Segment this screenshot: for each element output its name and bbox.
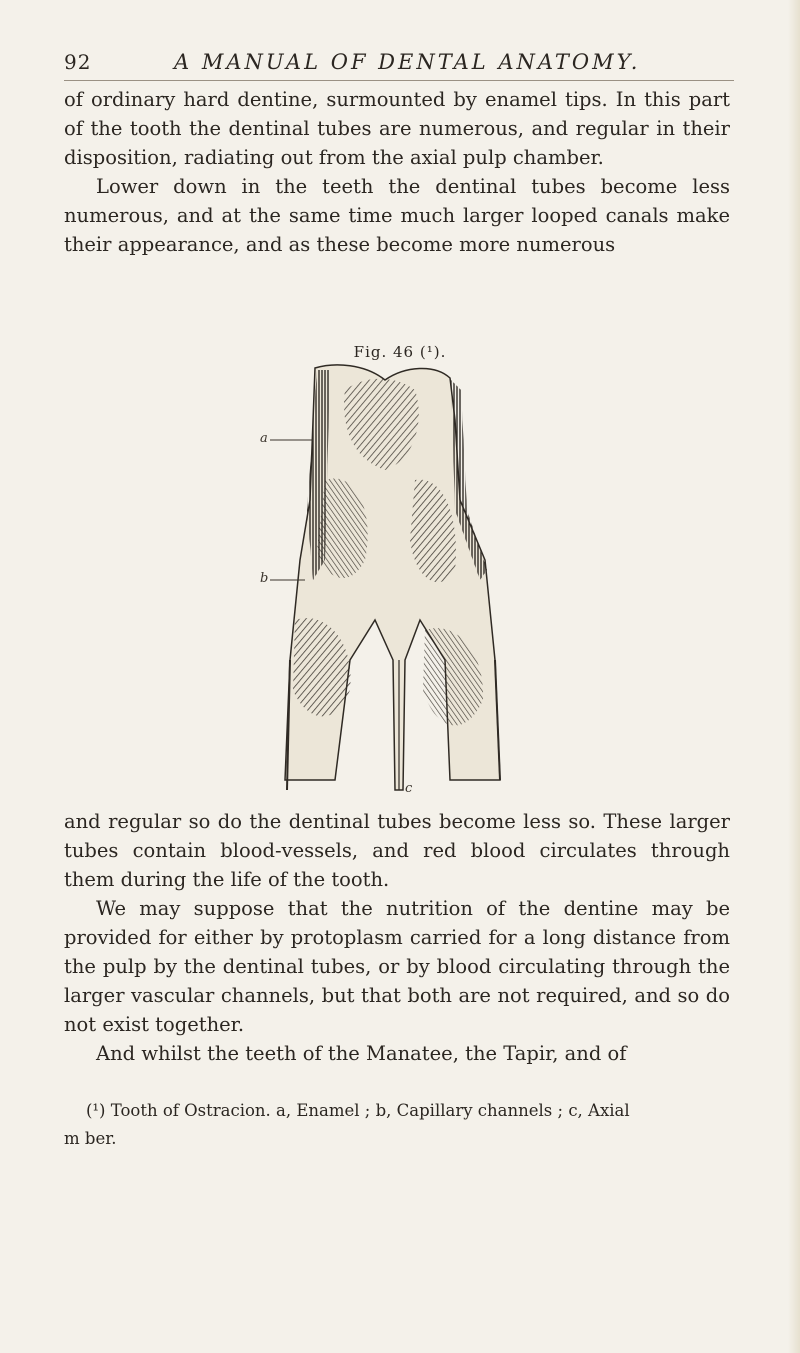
page-edge (788, 0, 800, 1353)
label-a: a (260, 431, 268, 446)
paragraph: And whilst the teeth of the Manatee, the Tapir, and of (96, 1042, 627, 1065)
header-rule (64, 80, 734, 81)
footnote (64, 1097, 736, 1153)
footnote-line: m ber. (64, 1129, 117, 1148)
page-number: 92 (64, 50, 92, 74)
tooth-outline (285, 365, 500, 790)
paragraph: Lower down in the teeth the dentinal tubes become less numerous, and at the same time much larger looped canals make their appearance, and as these become more numerous (64, 175, 730, 256)
body-text-top (64, 85, 730, 259)
page-header (64, 50, 734, 80)
running-head: A MANUAL OF DENTAL ANATOMY. (174, 50, 641, 74)
figure-caption: Fig. 46 (¹). (353, 343, 447, 361)
paragraph: of ordinary hard dentine, surmounted by enamel tips. In this part of the tooth the dentinal tubes are numerous, and regular in their disposition, radiating out from the axial pulp chamber. (64, 88, 730, 169)
body-text-bottom (64, 807, 730, 1068)
tooth-section-figure (255, 360, 535, 800)
paragraph: We may suppose that the nutrition of the dentine may be provided for either by protoplasm carried for a long distance from the pulp by the dentinal tubes, or by blood circulating through the larger vascular channels, but that both are not required, and so do not exist together. (64, 897, 730, 1036)
label-c: c (405, 781, 413, 796)
footnote-line: (¹) Tooth of Ostracion. a, Enamel ; b, Capillary channels ; c, Axial (86, 1101, 630, 1120)
label-b: b (260, 571, 269, 586)
paragraph: and regular so do the dentinal tubes become less so. These larger tubes contain blood-vessels, and red blood circulates through them during the life of the tooth. (64, 810, 730, 891)
